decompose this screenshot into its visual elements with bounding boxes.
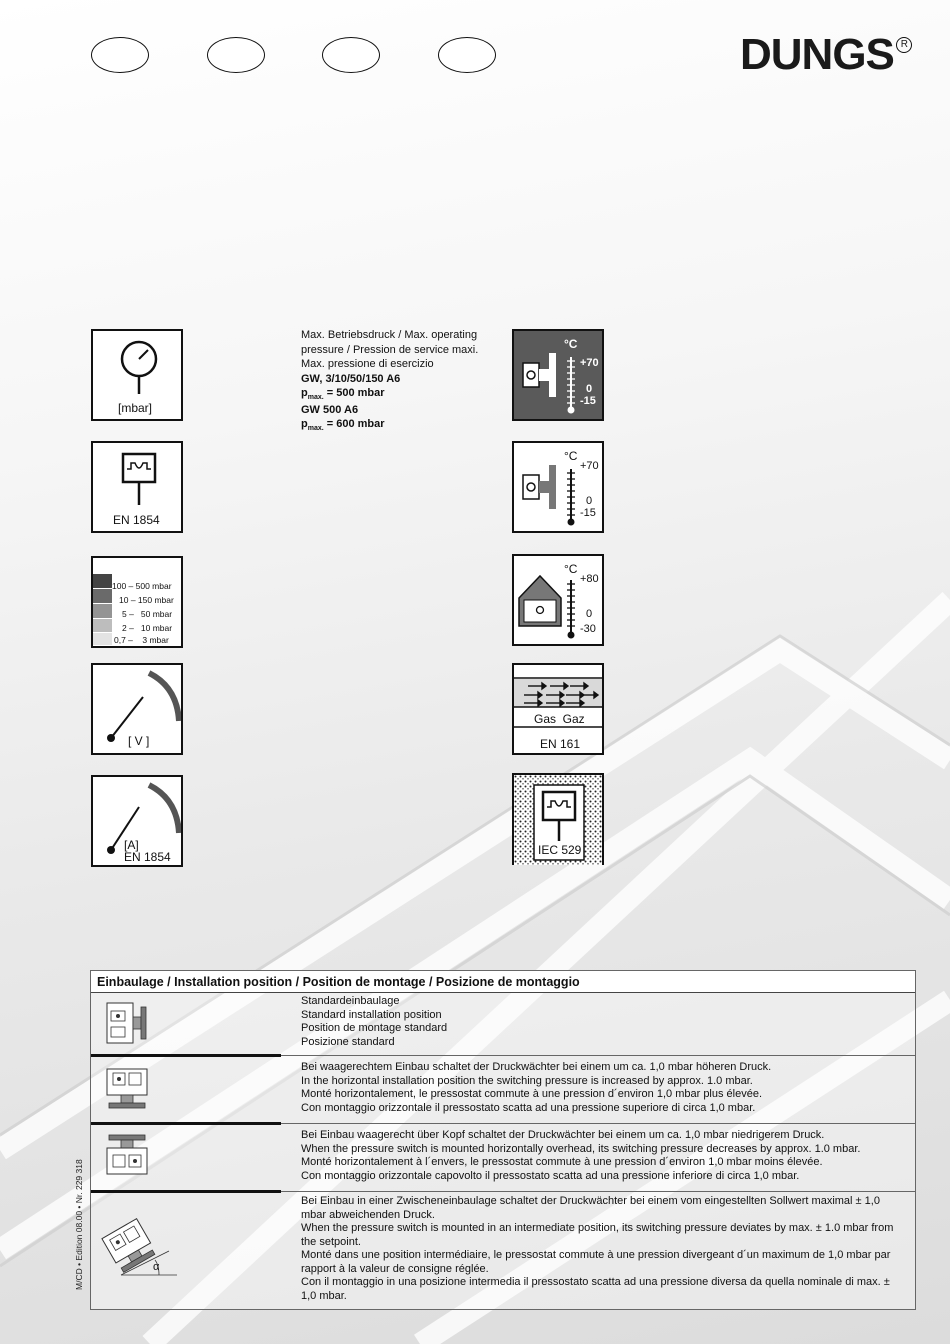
row-separator-3 — [91, 1190, 281, 1193]
ambient-temperature-icon — [512, 329, 604, 421]
temp-max-3: +80 — [580, 573, 599, 585]
spec-model-2: GW 500 A6 — [301, 403, 359, 416]
row3-line-4: Con montaggio orizzontale capovolto il pressostato scatta ad una pressione inferiore di circa 1,0 mbar. — [301, 1169, 800, 1182]
p-symbol-2: p — [301, 418, 308, 431]
gas-label: Gas Gaz — [534, 712, 585, 726]
storage-temperature-icon — [512, 554, 604, 646]
install-row-4-text — [301, 1195, 907, 1303]
temp-max-2: +70 — [580, 460, 599, 472]
row4-line-4: Con il montaggio in una posizione intermedia il pressostato scatta ad una pressione diversa da quella nominale di max. ± 1,0 mbar. — [301, 1276, 890, 1302]
range-label-5: 0,7 – 3 mbar — [114, 635, 169, 645]
spec-model-1: GW, 3/10/50/150 A6 — [301, 372, 401, 385]
temp-unit-1: °C — [564, 337, 578, 351]
switch-standard-label: EN 1854 — [113, 513, 160, 527]
p1-value: = 500 mbar — [323, 387, 385, 399]
temp-zero-2: 0 — [586, 495, 593, 507]
row-separator-1-thin — [281, 1055, 915, 1056]
brand-name: DUNGS — [740, 30, 894, 79]
range-swatch-5 — [93, 633, 112, 645]
row1-line-2: Standard installation position — [301, 1008, 442, 1021]
temp-unit-3: °C — [564, 562, 578, 576]
row-separator-2-thin — [281, 1123, 915, 1124]
gauge-unit-label: [mbar] — [118, 401, 153, 415]
language-oval-4 — [438, 37, 496, 73]
p-subscript-2: max. — [307, 425, 324, 433]
language-oval-2 — [207, 37, 265, 73]
voltage-meter-icon — [91, 663, 183, 755]
row3-line-1: Bei Einbau waagerecht über Kopf schaltet der Druckwächter bei einem um ca. 1,0 mbar niedrigerem Druck. — [301, 1129, 825, 1141]
temp-unit-2: °C — [564, 449, 578, 463]
range-swatch-4 — [93, 619, 112, 632]
edition-footer: M/CD • Edition 08.00 • Nr. 229 318 — [74, 1159, 84, 1290]
temp-min-3: -30 — [580, 623, 596, 635]
installation-title: Einbaulage / Installation position / Position de montage / Posizione de montaggio — [91, 971, 915, 993]
row2-line-3: Monté horizontalement, le pressostat commute à une pression d´environ 1,0 mbar plus élevée. — [301, 1088, 763, 1100]
medium-temperature-icon — [512, 441, 604, 533]
temp-zero-1: 0 — [586, 383, 593, 395]
row-separator-1 — [91, 1054, 281, 1057]
spec-line-3: Max. pressione di esercizio — [301, 358, 434, 370]
registered-mark — [896, 37, 912, 53]
pressure-switch-icon — [91, 441, 183, 533]
p-symbol: p — [301, 387, 308, 399]
temp-min-2: -15 — [580, 507, 596, 519]
install-row-1-text — [301, 995, 907, 1049]
spec-pressure-2 — [301, 417, 506, 437]
range-label-2: 10 – 150 mbar — [119, 595, 174, 605]
max-operating-pressure-spec — [301, 328, 506, 437]
angle-alpha-label: α — [153, 1261, 160, 1273]
installation-position-table — [90, 970, 916, 1310]
pressure-range-legend — [91, 556, 183, 648]
language-oval-1 — [91, 37, 149, 73]
row4-line-1: Bei Einbau in einer Zwischeneinbaulage schaltet der Druckwächter bei einem vom eingestellten Sollwert maximal ± 1,0 mbar abweichenden Druck. — [301, 1195, 880, 1221]
p2-value: = 600 mbar — [323, 418, 385, 431]
install-row-3-text — [301, 1129, 907, 1183]
row2-line-4: Con montaggio orizzontale il pressostato scatta ad una pressione superiore di circa 1,0 mbar. — [301, 1101, 756, 1114]
range-label-4: 2 – 10 mbar — [122, 623, 173, 633]
current-standard-label: EN 1854 — [124, 850, 171, 864]
row4-line-2: When the pressure switch is mounted in an intermediate position, its switching pressure deviates by max. ± 1.0 mbar from the setpoint. — [301, 1222, 894, 1248]
row3-line-3: Monté horizontalement à l´envers, le pressostat commute à une pression d´environ 1,0 mbar moins élevée. — [301, 1156, 823, 1168]
range-swatch-1 — [93, 574, 112, 588]
row-separator-3-thin — [281, 1191, 915, 1192]
pressure-gauge-icon — [91, 329, 183, 421]
gas-standard-label: EN 161 — [540, 737, 581, 751]
overhead-position-drawing — [101, 1131, 161, 1187]
spec-line-1: Max. Betriebsdruck / Max. operating — [301, 329, 478, 341]
row1-line-1: Standardeinbaulage — [301, 995, 400, 1007]
spec-line-2: pressure / Pression de service maxi. — [301, 343, 479, 356]
range-label-1: 100 – 500 mbar — [112, 581, 172, 591]
gas-flow-icon — [512, 663, 604, 755]
ip-protection-icon — [512, 773, 604, 865]
temp-min-1: -15 — [580, 395, 596, 407]
row1-line-4: Posizione standard — [301, 1035, 395, 1048]
current-meter-icon — [91, 775, 183, 867]
registered-mark-letter: R — [900, 39, 908, 51]
voltage-unit-label: [ V ] — [128, 734, 150, 748]
row2-line-2: In the horizontal installation position the switching pressure is increased by approx. 1.0 mbar. — [301, 1074, 753, 1087]
install-row-2-text — [301, 1061, 907, 1115]
horizontal-position-drawing — [101, 1065, 161, 1117]
p-subscript: max. — [307, 394, 324, 402]
temp-zero-3: 0 — [586, 608, 593, 620]
temp-max-1: +70 — [580, 357, 599, 369]
row3-line-2: When the pressure switch is mounted horizontally overhead, its switching pressure decreases by approx. 1.0 mbar. — [301, 1142, 861, 1155]
range-swatch-2 — [93, 589, 112, 603]
current-unit-label: [A] — [124, 838, 139, 852]
brand-logo — [740, 30, 912, 80]
intermediate-position-drawing — [101, 1215, 181, 1279]
row1-line-3: Position de montage standard — [301, 1022, 448, 1034]
ip-standard-label: IEC 529 — [538, 843, 582, 857]
row4-line-3: Monté dans une position intermédiaire, le pressostat commute à une pression divergeant d´un maximum de 1,0 mbar par rapport à la valeur de consigne réglée. — [301, 1249, 891, 1275]
row2-line-1: Bei waagerechtem Einbau schaltet der Druckwächter bei einem um ca. 1,0 mbar höheren Druck. — [301, 1061, 772, 1073]
range-swatch-3 — [93, 604, 112, 618]
row-separator-2 — [91, 1122, 281, 1125]
language-oval-3 — [322, 37, 380, 73]
range-label-3: 5 – 50 mbar — [122, 609, 173, 619]
standard-position-drawing — [101, 997, 161, 1049]
